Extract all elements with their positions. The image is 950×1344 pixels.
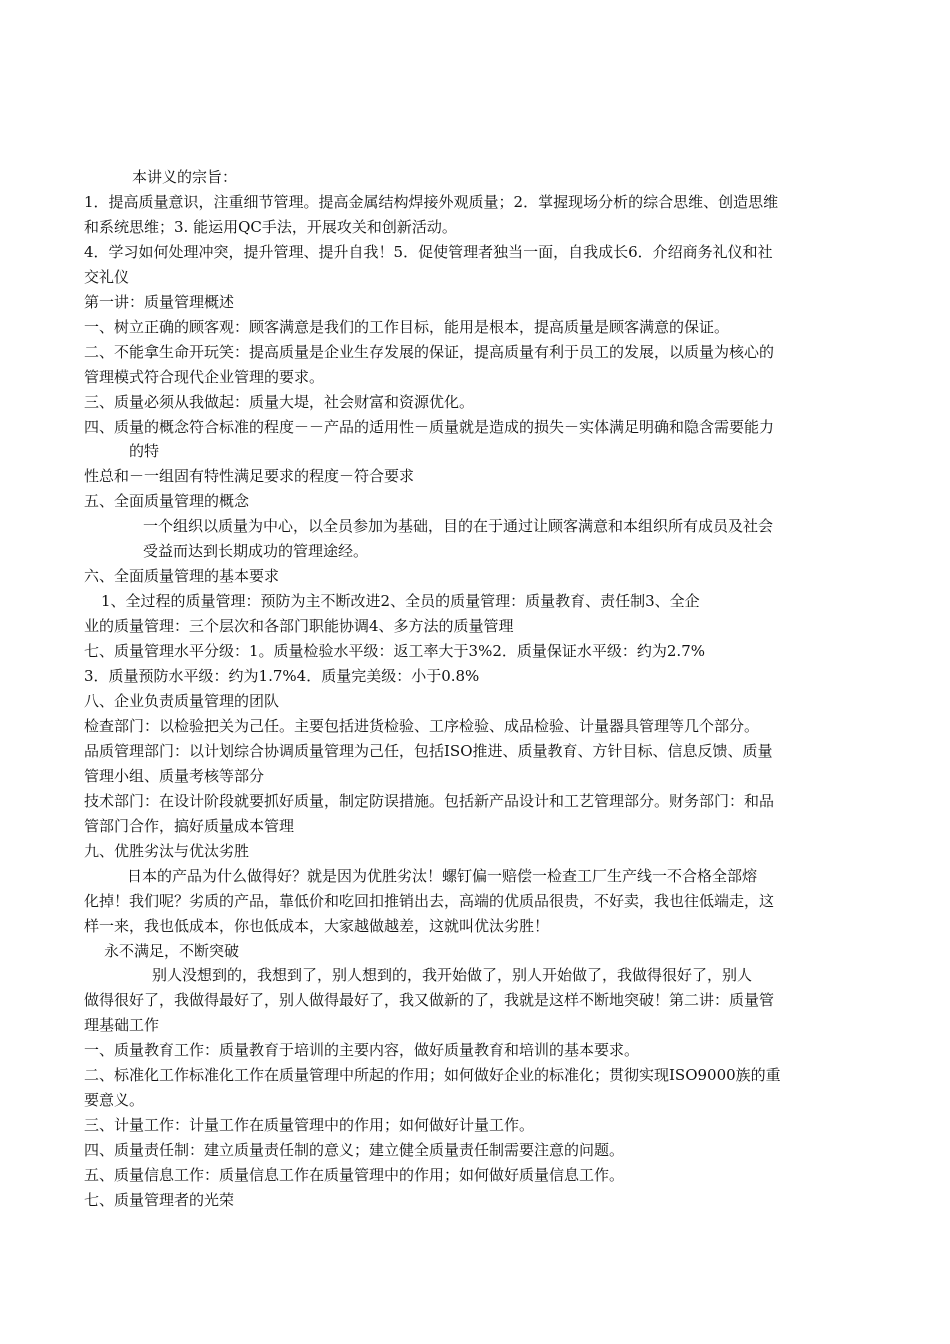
text-line: 永不满足，不断突破	[104, 942, 240, 960]
text-line: 理基础工作	[84, 1016, 160, 1034]
text-line: 管理小组、质量考核等部分	[84, 767, 265, 785]
text-line: 和系统思维；3. 能运用QC手法，开展攻关和创新活动。	[84, 218, 457, 236]
text-line: 品质管理部门：以计划综合协调质量管理为己任，包括ISO推进、质量教育、方针目标、信息反馈、质量	[84, 742, 773, 760]
text-line: 一、树立正确的顾客观：顾客满意是我们的工作目标，能用是根本，提高质量是顾客满意的保证。	[84, 318, 730, 336]
section-heading: 六、全面质量管理的基本要求	[84, 567, 280, 585]
text-line: 二、标准化工作标准化工作在质量管理中所起的作用；如何做好企业的标准化；贯彻实现ISO9000族的重	[84, 1066, 781, 1084]
text-line: 管理模式符合现代企业管理的要求。	[84, 368, 325, 386]
text-line: 化掉！我们呢？劣质的产品，靠低价和吃回扣推销出去，高端的优质品很贵，不好卖，我也往低端走，这	[84, 892, 775, 910]
text-line: 四、质量责任制：建立质量责任制的意义；建立健全质量责任制需要注意的问题。	[84, 1141, 625, 1159]
section-heading: 八、企业负责质量管理的团队	[84, 692, 280, 710]
text-line: 1、全过程的质量管理：预防为主不断改进2、全员的质量管理：质量教育、责任制3、全企	[101, 592, 700, 610]
section-heading: 五、全面质量管理的概念	[84, 492, 250, 510]
section-heading: 九、优胜劣汰与优汰劣胜	[84, 842, 250, 860]
text-line: 一、质量教育工作：质量教育于培训的主要内容，做好质量教育和培训的基本要求。	[84, 1041, 640, 1059]
text-line: 1．提高质量意识，注重细节管理。提高金属结构焊接外观质量；2．掌握现场分析的综合思维、创造思维	[84, 193, 779, 211]
text-line: 管部门合作，搞好质量成本管理	[84, 817, 295, 835]
text-line: 样一来，我也低成本，你也低成本，大家越做越差，这就叫优汰劣胜！	[84, 917, 550, 935]
text-line: 交礼仪	[84, 268, 130, 286]
lecture-1-heading: 第一讲：质量管理概述	[84, 293, 235, 311]
text-line: 性总和－一组固有特性满足要求的程度－符合要求	[84, 467, 415, 485]
text-line: 三、计量工作：计量工作在质量管理中的作用；如何做好计量工作。	[84, 1116, 535, 1134]
section-heading: 七、质量管理者的光荣	[84, 1191, 235, 1209]
text-line: 3．质量预防水平级：约为1.7%4．质量完美级：小于0.8%	[84, 667, 480, 685]
text-line: 检查部门：以检验把关为己任。主要包括进货检验、工序检验、成品检验、计量器具管理等几个部分。	[84, 717, 760, 735]
text-line: 四、质量的概念符合标准的程度－－产品的适用性－质量就是造成的损失－实体满足明确和隐含需要能力	[84, 418, 775, 436]
text-line: 4．学习如何处理冲突，提升管理、提升自我！5．促使管理者独当一面，自我成长6．介绍商务礼仪和社	[84, 243, 773, 261]
text-line: 二、不能拿生命开玩笑：提高质量是企业生存发展的保证，提高质量有利于员工的发展，以质量为核心的	[84, 343, 775, 361]
text-line: 一个组织以质量为中心，以全员参加为基础，目的在于通过让顾客满意和本组织所有成员及社会	[143, 517, 774, 535]
purpose-heading: 本讲义的宗旨：	[132, 168, 238, 186]
text-line: 五、质量信息工作：质量信息工作在质量管理中的作用；如何做好质量信息工作。	[84, 1166, 625, 1184]
text-line: 受益而达到长期成功的管理途经。	[143, 542, 369, 560]
text-line: 三、质量必须从我做起：质量大堤，社会财富和资源优化。	[84, 393, 475, 411]
text-line: 技术部门：在设计阶段就要抓好质量，制定防误措施。包括新产品设计和工艺管理部分。财务部门：和品	[84, 792, 775, 810]
text-line: 的特	[129, 442, 160, 460]
text-line: 七、质量管理水平分级：1。质量检验水平级：返工率大于3%2．质量保证水平级：约为2.7%	[84, 642, 705, 660]
text-line: 业的质量管理：三个层次和各部门职能协调4、多方法的质量管理	[84, 617, 514, 635]
text-line: 日本的产品为什么做得好？就是因为优胜劣汰！螺钉偏一赔偿一检查工厂生产线一不合格全部熔	[127, 867, 758, 885]
text-line: 别人没想到的，我想到了，别人想到的，我开始做了，别人开始做了，我做得很好了，别人	[152, 966, 753, 984]
text-line: 要意义。	[84, 1091, 145, 1109]
text-line: 做得很好了，我做得最好了，别人做得最好了，我又做新的了，我就是这样不断地突破！第二讲：质量管	[84, 991, 775, 1009]
